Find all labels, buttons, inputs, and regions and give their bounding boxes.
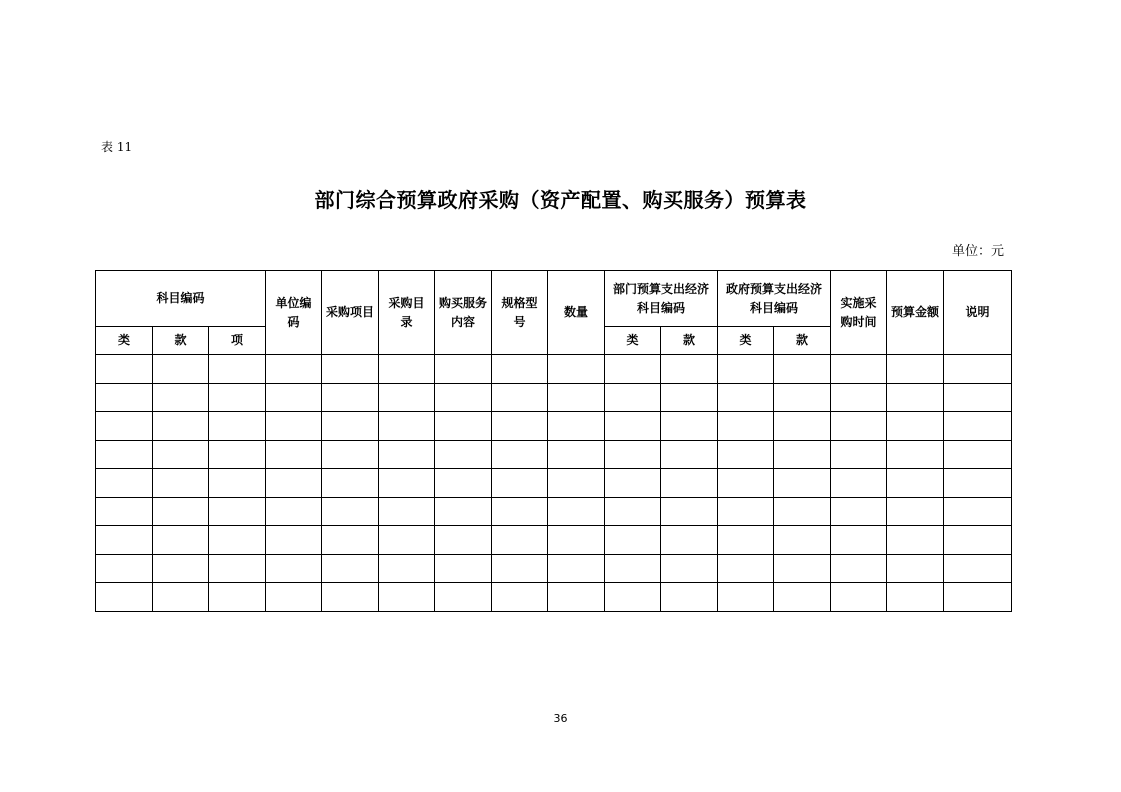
table-cell xyxy=(492,554,548,583)
table-cell xyxy=(887,583,944,612)
table-cell xyxy=(379,440,435,469)
header-implementation-time: 实施采购时间 xyxy=(831,271,887,355)
table-cell xyxy=(944,440,1012,469)
table-cell xyxy=(774,440,831,469)
table-cell xyxy=(605,526,661,555)
header-spec-model: 规格型号 xyxy=(492,271,548,355)
table-cell xyxy=(661,412,718,441)
table-cell xyxy=(322,469,379,498)
table-cell xyxy=(661,583,718,612)
table-cell xyxy=(153,412,209,441)
table-cell xyxy=(774,383,831,412)
table-cell xyxy=(153,355,209,384)
header-budget-amount: 预算金额 xyxy=(887,271,944,355)
table-cell xyxy=(492,355,548,384)
table-cell xyxy=(209,355,266,384)
table-cell xyxy=(153,383,209,412)
table-cell xyxy=(548,355,605,384)
table-cell xyxy=(548,412,605,441)
table-cell xyxy=(266,554,322,583)
page-number: 36 xyxy=(553,712,568,725)
table-cell xyxy=(379,355,435,384)
table-cell xyxy=(661,383,718,412)
table-cell xyxy=(944,469,1012,498)
unit-label: 单位： xyxy=(952,244,992,259)
header-gov-economic-code: 政府预算支出经济科目编码 xyxy=(718,271,831,327)
table-cell xyxy=(322,412,379,441)
table-cell xyxy=(96,355,153,384)
table-cell xyxy=(435,412,492,441)
budget-table xyxy=(95,270,1012,612)
table-cell xyxy=(831,383,887,412)
table-cell xyxy=(605,412,661,441)
table-cell xyxy=(661,355,718,384)
table-cell xyxy=(492,383,548,412)
table-cell xyxy=(435,583,492,612)
table-cell xyxy=(605,355,661,384)
table-cell xyxy=(944,497,1012,526)
table-cell xyxy=(266,583,322,612)
table-cell xyxy=(831,440,887,469)
table-cell xyxy=(548,526,605,555)
table-row xyxy=(96,469,1012,498)
table-cell xyxy=(605,383,661,412)
table-cell xyxy=(492,440,548,469)
subheader-subject-lei: 类 xyxy=(96,327,153,355)
subheader-dept-kuan: 款 xyxy=(661,327,718,355)
subheader-gov-kuan: 款 xyxy=(774,327,831,355)
subheader-subject-xiang: 项 xyxy=(209,327,266,355)
table-cell xyxy=(96,440,153,469)
table-number-label: 表 11 xyxy=(101,140,133,154)
table-cell xyxy=(435,497,492,526)
table-cell xyxy=(379,383,435,412)
table-cell xyxy=(266,355,322,384)
header-row-1 xyxy=(96,271,1012,327)
table-cell xyxy=(209,412,266,441)
table-cell xyxy=(435,355,492,384)
table-cell xyxy=(887,469,944,498)
table-cell xyxy=(435,469,492,498)
table-cell xyxy=(661,554,718,583)
table-cell xyxy=(209,497,266,526)
table-cell xyxy=(774,554,831,583)
table-cell xyxy=(774,583,831,612)
table-cell xyxy=(831,497,887,526)
table-row xyxy=(96,554,1012,583)
unit-line xyxy=(952,240,1004,259)
table-cell xyxy=(96,497,153,526)
table-cell xyxy=(96,383,153,412)
header-purchase-catalog: 采购目录 xyxy=(379,271,435,355)
table-cell xyxy=(322,383,379,412)
table-cell xyxy=(718,383,774,412)
page-title: 部门综合预算政府采购（资产配置、购买服务）预算表 xyxy=(314,188,807,212)
table-cell xyxy=(605,497,661,526)
table-cell xyxy=(718,497,774,526)
table-cell xyxy=(96,554,153,583)
table-cell xyxy=(548,497,605,526)
table-row xyxy=(96,526,1012,555)
table-row xyxy=(96,497,1012,526)
table-cell xyxy=(379,469,435,498)
table-cell xyxy=(887,412,944,441)
table-cell xyxy=(266,383,322,412)
table-cell xyxy=(831,554,887,583)
header-subject-code: 科目编码 xyxy=(96,271,266,327)
header-quantity: 数量 xyxy=(548,271,605,355)
table-row xyxy=(96,440,1012,469)
table-cell xyxy=(209,526,266,555)
table-cell xyxy=(209,440,266,469)
table-cell xyxy=(944,554,1012,583)
table-cell xyxy=(661,440,718,469)
table-cell xyxy=(661,526,718,555)
table-cell xyxy=(266,440,322,469)
table-cell xyxy=(322,440,379,469)
table-cell xyxy=(774,412,831,441)
table-body xyxy=(96,355,1012,612)
table-cell xyxy=(605,583,661,612)
table-cell xyxy=(435,554,492,583)
header-purchase-item: 采购项目 xyxy=(322,271,379,355)
table-cell xyxy=(435,440,492,469)
table-cell xyxy=(887,526,944,555)
unit-value: 元 xyxy=(991,244,1005,259)
table-cell xyxy=(887,355,944,384)
table-cell xyxy=(548,440,605,469)
table-cell xyxy=(153,469,209,498)
header-service-content: 购买服务内容 xyxy=(435,271,492,355)
table-cell xyxy=(209,583,266,612)
table-cell xyxy=(718,469,774,498)
table-row xyxy=(96,412,1012,441)
table-cell xyxy=(944,583,1012,612)
table-cell xyxy=(887,440,944,469)
table-cell xyxy=(944,526,1012,555)
table-cell xyxy=(379,554,435,583)
table-row xyxy=(96,383,1012,412)
table-cell xyxy=(153,497,209,526)
table-cell xyxy=(831,412,887,441)
table-cell xyxy=(209,469,266,498)
table-cell xyxy=(718,554,774,583)
table-cell xyxy=(96,583,153,612)
table-cell xyxy=(774,469,831,498)
table-cell xyxy=(266,469,322,498)
table-cell xyxy=(379,412,435,441)
table-cell xyxy=(944,383,1012,412)
table-cell xyxy=(605,469,661,498)
table-cell xyxy=(379,583,435,612)
header-remarks: 说明 xyxy=(944,271,1012,355)
table-cell xyxy=(96,526,153,555)
table-cell xyxy=(548,554,605,583)
header-unit-code: 单位编码 xyxy=(266,271,322,355)
table-cell xyxy=(266,526,322,555)
subheader-dept-lei: 类 xyxy=(605,327,661,355)
table-cell xyxy=(831,355,887,384)
table-cell xyxy=(492,412,548,441)
table-cell xyxy=(153,583,209,612)
table-cell xyxy=(605,440,661,469)
table-cell xyxy=(774,355,831,384)
table-cell xyxy=(718,583,774,612)
table-cell xyxy=(492,497,548,526)
table-cell xyxy=(831,583,887,612)
table-cell xyxy=(548,583,605,612)
table-cell xyxy=(718,440,774,469)
table-cell xyxy=(322,526,379,555)
table-row xyxy=(96,355,1012,384)
table-cell xyxy=(322,583,379,612)
table-cell xyxy=(492,583,548,612)
table-cell xyxy=(379,497,435,526)
table-cell xyxy=(887,554,944,583)
table-cell xyxy=(435,526,492,555)
table-cell xyxy=(718,355,774,384)
table-cell xyxy=(266,412,322,441)
table-cell xyxy=(209,383,266,412)
table-cell xyxy=(887,497,944,526)
table-cell xyxy=(944,412,1012,441)
subheader-subject-kuan: 款 xyxy=(153,327,209,355)
table-cell xyxy=(322,497,379,526)
table-cell xyxy=(379,526,435,555)
table-cell xyxy=(153,554,209,583)
table-cell xyxy=(435,383,492,412)
table-cell xyxy=(322,554,379,583)
table-cell xyxy=(266,497,322,526)
table-cell xyxy=(548,383,605,412)
table-cell xyxy=(96,412,153,441)
table-cell xyxy=(661,469,718,498)
table-cell xyxy=(209,554,266,583)
table-cell xyxy=(661,497,718,526)
table-cell xyxy=(718,526,774,555)
table-cell xyxy=(887,383,944,412)
table-cell xyxy=(718,412,774,441)
table-cell xyxy=(605,554,661,583)
table-cell xyxy=(944,355,1012,384)
table-cell xyxy=(831,526,887,555)
table-cell xyxy=(831,469,887,498)
header-dept-economic-code: 部门预算支出经济科目编码 xyxy=(605,271,718,327)
table-row xyxy=(96,583,1012,612)
table-cell xyxy=(774,526,831,555)
table-cell xyxy=(492,469,548,498)
table-cell xyxy=(774,497,831,526)
table-cell xyxy=(96,469,153,498)
table-cell xyxy=(153,440,209,469)
table-cell xyxy=(322,355,379,384)
table-cell xyxy=(492,526,548,555)
table-cell xyxy=(548,469,605,498)
subheader-gov-lei: 类 xyxy=(718,327,774,355)
table-cell xyxy=(153,526,209,555)
